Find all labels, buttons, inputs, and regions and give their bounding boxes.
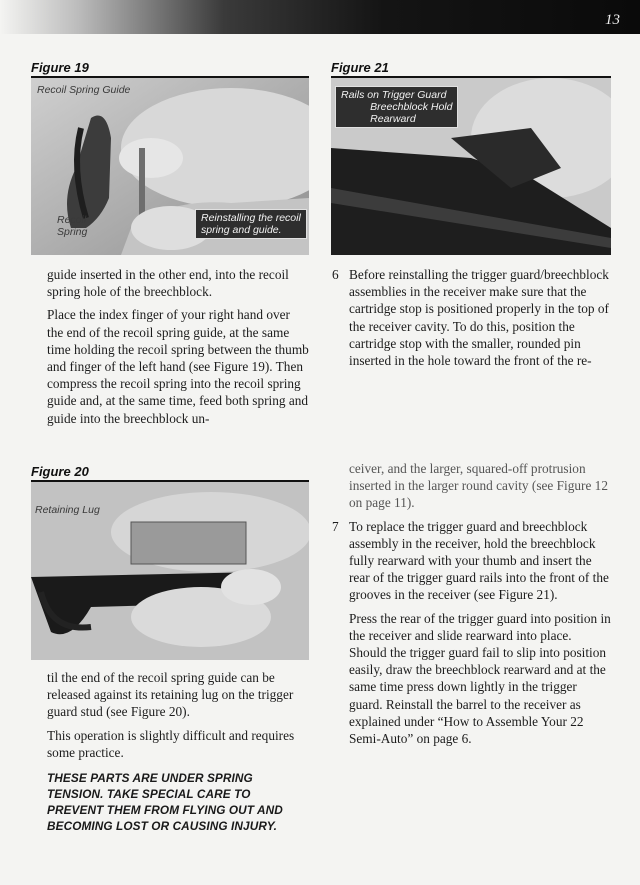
figure-21-label: Figure 21: [331, 60, 389, 75]
figure-19-caption: Reinstalling the recoil spring and guide.: [195, 209, 307, 239]
right-column-upper: [332, 266, 611, 369]
recoil-spring-callout: Recoil Spring: [57, 214, 88, 238]
paragraph-index-finger: Place the index finger of your right hand over the end of the recoil spring guide, at the same time holding the recoil spring between the thumb and finger of the left hand (see Figure 19). Then compress the recoil spring into the recoil spring guide and, at the same time, feed both spring and guide into the breechblock un-: [47, 307, 309, 426]
paragraph-press-rear: Press the rear of the trigger guard into position in the receiver and slide rearward into place. Should the trigger guard fail to slip into position easily, draw the breechblock rearward and at the same time press down lightly in the trigger guard. Reinstall the barrel to the receiver as explained under “How to Assemble Your 22 Semi-Auto” on page 6.: [349, 610, 611, 747]
figure-20-label: Figure 20: [31, 464, 89, 479]
figure-21-callout: Rails on Trigger Guard Breechblock Hold Rearward: [335, 86, 458, 128]
step-6-number: 6: [332, 267, 339, 282]
figure-21-photo: [331, 76, 611, 255]
step-7: [332, 518, 611, 604]
figure-20-photo: [31, 480, 309, 660]
retaining-lug-callout: Retaining Lug: [35, 504, 100, 516]
left-column-upper: [47, 266, 309, 433]
paragraph-retaining-lug: til the end of the recoil spring guide can be released against its retaining lug on the trigger guard stud (see Figure 20).: [47, 670, 294, 720]
page-header-bar: [0, 0, 640, 34]
figure-19-label: Figure 19: [31, 60, 89, 75]
step-7-text: To replace the trigger guard and breechblock assembly in the receiver, hold the breechblock fully rearward with your thumb and insert the rear of the trigger guard rails into the front of the grooves in the receiver (see Figure 21).: [349, 518, 609, 603]
recoil-spring-guide-callout: Recoil Spring Guide: [37, 84, 131, 96]
figure-19-photo: [31, 76, 309, 255]
paragraph-practice: This operation is slightly difficult and requires some practice.: [47, 727, 295, 760]
step-6-text: Before reinstalling the trigger guard/breechblock assemblies in the receiver make sure that the cartridge stop is positioned properly in the top of the receiver cavity. To do this, position the cartridge stop with the smaller, rounded pin inserted in the hole toward the front of the re-: [349, 267, 609, 369]
right-column-lower: [332, 460, 611, 753]
page-number: 13: [605, 12, 620, 28]
left-column-lower: [47, 669, 309, 767]
spring-tension-warning: THESE PARTS ARE UNDER SPRING TENSION. TAKE SPECIAL CARE TO PREVENT THEM FROM FLYING OUT AND BECOMING LOST OR CAUSING INJURY.: [47, 771, 283, 833]
paragraph-spring-hole: guide inserted in the other end, into the recoil spring hole of the breechblock.: [47, 267, 289, 300]
step-6-continuation: ceiver, and the larger, squared-off protrusion inserted in the larger round cavity (see Figure 12 on page 11).: [349, 461, 608, 511]
step-7-number: 7: [332, 518, 339, 534]
step-6: [332, 266, 611, 369]
